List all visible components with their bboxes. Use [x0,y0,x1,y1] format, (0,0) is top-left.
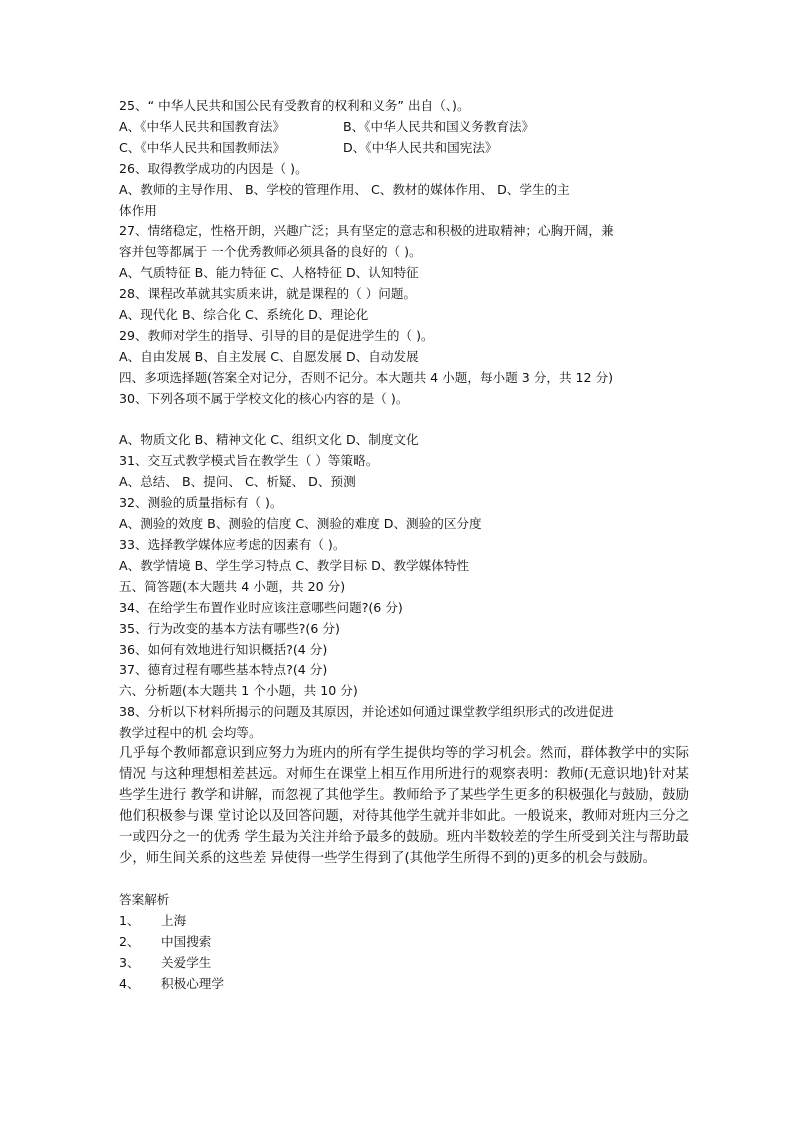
section-5-heading: 五、简答题(本大题共 4 小题，共 20 分) [119,578,346,594]
answer-item [119,911,689,932]
question-35: 35、行为改变的基本方法有哪些?(6 分) [119,620,340,636]
question-32-options: A、测验的效度 B、测验的信度 C、测验的难度 D、测验的区分度 [119,516,482,532]
question-25-options-row-1 [119,117,689,138]
document-page [119,96,689,995]
question-27-stem-line-1: 27、情绪稳定，性格开朗，兴趣广泛；具有坚定的意志和积极的进取精神；心胸开阔，兼 [119,223,614,239]
question-33-options: A、教学情境 B、学生学习特点 C、教学目标 D、教学媒体特性 [119,557,470,573]
question-27-stem-line-2: 容并包等都属于 一个优秀教师必须具备的良好的（ )。 [119,244,422,260]
answer-text: 上海 [161,913,187,929]
answer-number: 3、 [119,955,140,971]
question-25-options-row-2 [119,138,689,159]
answer-text: 关爱学生 [161,955,212,971]
question-27-options: A、气质特征 B、能力特征 C、人格特征 D、认知特征 [119,265,419,281]
question-31-options: A、总结、 B、提问、 C、析疑、 D、预测 [119,474,356,490]
question-32-stem: 32、测验的质量指标有（ )。 [119,495,283,511]
section-4-heading: 四、多项选择题(答案全对记分，否则不记分。本大题共 4 小题，每小题 3 分，共 12 分) [119,369,614,385]
question-25-option-d: D、《中华人民共和国宪法》 [343,139,498,155]
question-26-stem: 26、取得教学成功的内因是（ )。 [119,160,308,176]
blank-line [119,870,689,891]
question-33-stem: 33、选择教学媒体应考虑的因素有（ )。 [119,537,346,553]
answer-number: 2、 [119,934,140,950]
question-29-stem: 29、教师对学生的指导、引导的目的是促进学生的（ )。 [119,327,434,343]
answer-number: 1、 [119,913,140,929]
question-25-option-c: C、《中华人民共和国教师法》 [119,139,286,155]
answers-heading: 答案解析 [119,892,170,908]
question-30-options: A、物质文化 B、精神文化 C、组织文化 D、制度文化 [119,432,419,448]
question-31-stem: 31、交互式教学模式旨在教学生（ ）等策略。 [119,453,379,469]
question-28-options: A、现代化 B、综合化 C、系统化 D、理论化 [119,307,369,323]
answer-item [119,974,689,995]
answer-item [119,953,689,974]
question-25-option-b: B、《中华人民共和国义务教育法》 [343,118,535,134]
question-38-material: 几乎每个教师都意识到应努力为班内的所有学生提供均等的学习机会。然而，群体教学中的实际情况 与这种理想相差甚远。对师生在课堂上相互作用所进行的观察表明：教师(无意识地)针对某些学生进行 教学和讲解，而忽视了其他学生。教师给予了某些学生更多的积极强化与鼓励，鼓励他们积极参与课 堂讨论以及回答问题，对待其他学生就并非如此。一般说来，教师对班内三分之一或四分之一的优秀 学生最为关注并给予最多的鼓励。班内半数较差的学生所受到关注与帮助最少，师生间关系的这些差 异使得一些学生得到了(其他学生所得不到的)更多的机会与鼓励。 [119,746,689,866]
question-37: 37、德育过程有哪些基本特点?(4 分) [119,662,328,678]
question-26-options-continued: 体作用 [119,202,157,218]
answer-number: 4、 [119,976,140,992]
question-38-stem-line-1: 38、分析以下材料所揭示的问题及其原因，并论述如何通过课堂教学组织形式的改进促进 [119,704,614,720]
question-28-stem: 28、课程改革就其实质来讲，就是课程的（ ）问题。 [119,286,417,302]
question-26-options: A、教师的主导作用、 B、学校的管理作用、 C、教材的媒体作用、 D、学生的主 [119,181,570,197]
question-25-option-a: A、《中华人民共和国教育法》 [119,118,286,134]
question-36: 36、如何有效地进行知识概括?(4 分) [119,641,328,657]
answer-item [119,932,689,953]
question-30-stem: 30、下列各项不属于学校文化的核心内容的是（ )。 [119,390,409,406]
section-6-heading: 六、分析题(本大题共 1 个小题，共 10 分) [119,683,358,699]
blank-line [119,410,689,431]
answer-text: 中国搜索 [161,934,212,950]
answer-text: 积极心理学 [161,976,224,992]
question-34: 34、在给学生布置作业时应该注意哪些问题?(6 分) [119,599,403,615]
question-29-options: A、自由发展 B、自主发展 C、自愿发展 D、自动发展 [119,348,419,364]
question-25-stem: 25、“ 中华人民共和国公民有受教育的权利和义务” 出自（、)。 [119,98,470,113]
question-38-stem-line-2: 教学过程中的机 会均等。 [119,725,262,741]
